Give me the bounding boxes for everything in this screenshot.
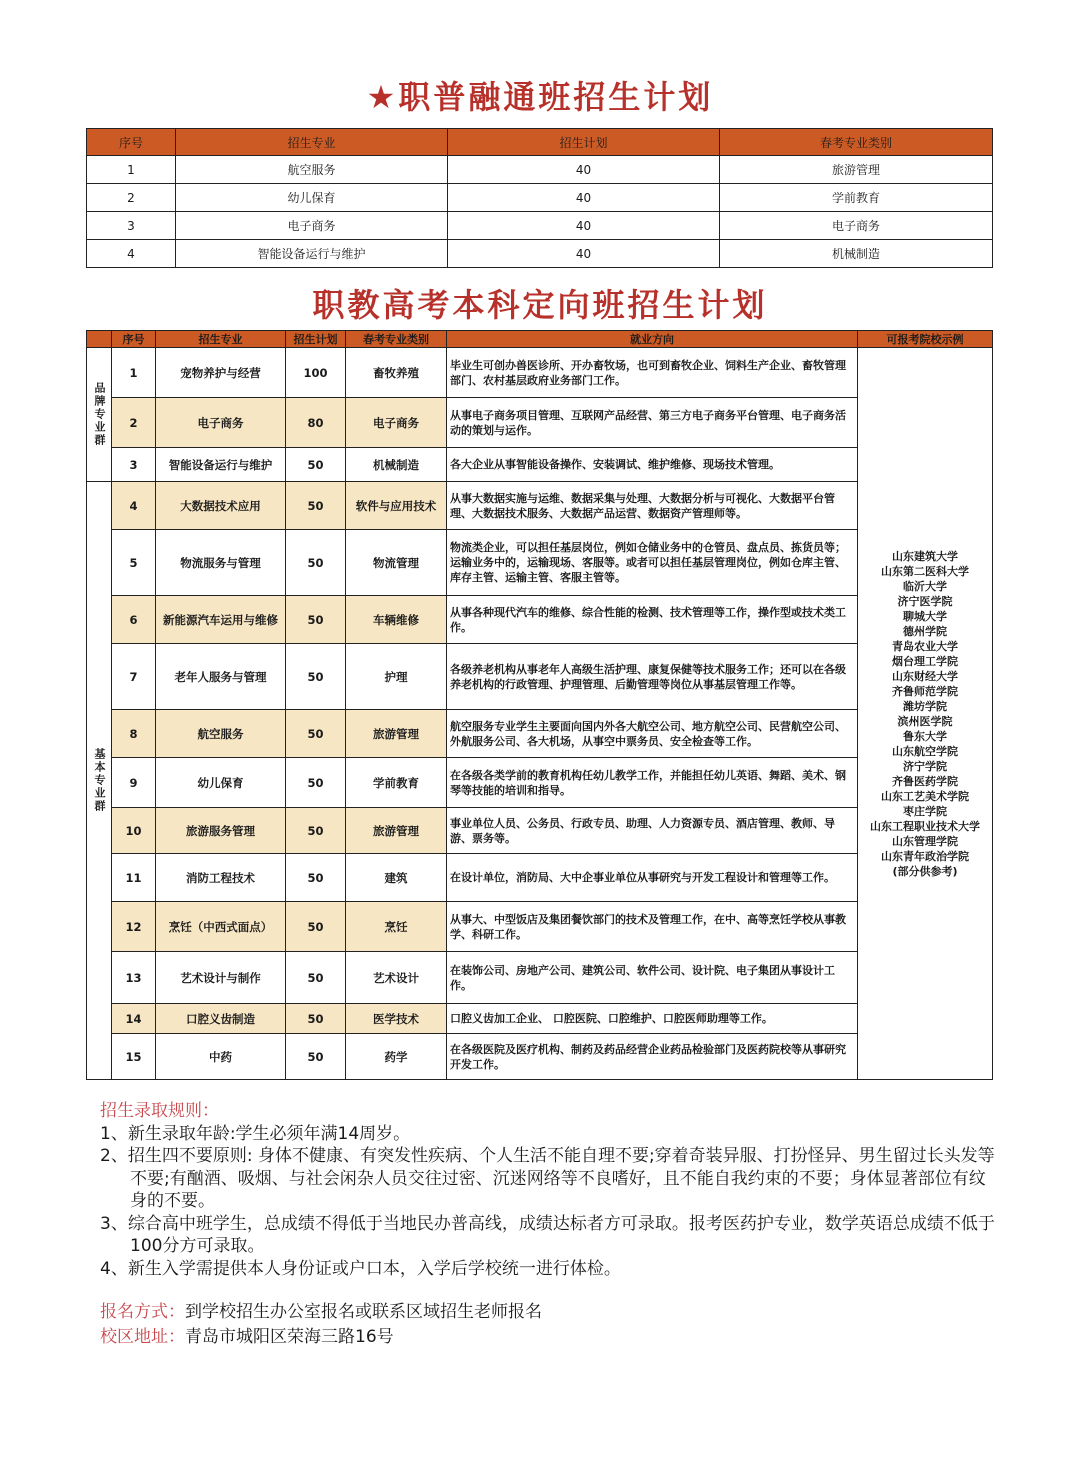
cell-plan: 50	[286, 530, 346, 596]
cell-no: 13	[112, 952, 156, 1004]
school-item: 齐鲁师范学院	[892, 684, 958, 698]
school-item: 济宁学院	[903, 759, 947, 773]
cell-major: 新能源汽车运用与维修	[156, 596, 286, 644]
header-schools: 可报考院校示例	[858, 331, 993, 348]
cell-no: 3	[87, 212, 176, 240]
cell-plan: 40	[448, 184, 720, 212]
cell-category: 旅游管理	[346, 808, 447, 854]
signup-label: 报名方式：	[100, 1302, 185, 1322]
rule-item: 1、新生录取年龄:学生必须年满14周岁。	[100, 1123, 411, 1144]
table-row	[87, 902, 993, 952]
cell-major: 大数据技术应用	[156, 482, 286, 530]
cell-no: 1	[87, 156, 176, 184]
admission-rules	[100, 1100, 1000, 1280]
cell-major: 航空服务	[176, 156, 448, 184]
signup-method	[100, 1297, 542, 1322]
cell-career: 各大企业从事智能设备操作、安装调试、维护维修、现场技术管理。	[447, 448, 858, 482]
cell-category: 建筑	[346, 854, 447, 902]
cell-career: 在各级各类学前的教育机构任幼儿教学工作，并能担任幼儿英语、舞蹈、美术、钢琴等技能的培训和指导。	[447, 758, 858, 808]
cell-category: 旅游管理	[720, 156, 993, 184]
school-item: 青岛农业大学	[892, 639, 958, 653]
cell-category: 学前教育	[346, 758, 447, 808]
cell-plan: 80	[286, 398, 346, 448]
table-row	[87, 854, 993, 902]
cell-no: 11	[112, 854, 156, 902]
header-no: 序号	[112, 331, 156, 348]
header-plan: 招生计划	[448, 129, 720, 156]
header-no: 序号	[87, 129, 176, 156]
school-item: 鲁东大学	[903, 729, 947, 743]
cell-career: 航空服务专业学生主要面向国内外各大航空公司、地方航空公司、民营航空公司、外航服务公司、各大机场，从事空中票务员、安全检查等工作。	[447, 710, 858, 758]
school-item: 山东建筑大学	[892, 549, 958, 563]
school-item: 烟台理工学院	[892, 654, 958, 668]
cell-plan: 40	[448, 212, 720, 240]
cell-no: 10	[112, 808, 156, 854]
cell-plan: 50	[286, 758, 346, 808]
cell-plan: 50	[286, 1034, 346, 1080]
rule-item: 2、招生四不要原则: 身体不健康、有突发性疾病、个人生活不能自理不要;穿着奇装异服、打扮怪异、男生留过长头发等不要;有酗酒、吸烟、与社会闲杂人员交往过密、沉迷网络等不良嗜好，且不能自我约束的不要；身体显著部位有纹身的不要。	[100, 1146, 995, 1211]
table-row	[87, 398, 993, 448]
cell-category: 药学	[346, 1034, 447, 1080]
cell-no: 2	[87, 184, 176, 212]
table-row	[87, 644, 993, 710]
cell-major: 航空服务	[156, 710, 286, 758]
header-major: 招生专业	[176, 129, 448, 156]
table-row	[87, 710, 993, 758]
school-item: 齐鲁医药学院	[892, 774, 958, 788]
plan-table-2	[86, 330, 993, 1080]
cell-plan: 50	[286, 596, 346, 644]
table-row	[87, 184, 993, 212]
cell-plan: 50	[286, 808, 346, 854]
rule-item: 4、新生入学需提供本人身份证或户口本，入学后学校统一进行体检。	[100, 1258, 621, 1279]
cell-career: 在设计单位，消防局、大中企事业单位从事研究与开发工程设计和管理等工作。	[447, 854, 858, 902]
title-vocational-general: ★职普融通班招生计划	[366, 78, 714, 116]
header-category: 春考专业类别	[346, 331, 447, 348]
cell-major: 中药	[156, 1034, 286, 1080]
cell-major: 口腔义齿制造	[156, 1004, 286, 1034]
cell-no: 8	[112, 710, 156, 758]
header-category: 春考专业类别	[720, 129, 993, 156]
cell-career: 在装饰公司、房地产公司、建筑公司、软件公司、设计院、电子集团从事设计工作。	[447, 952, 858, 1004]
table-row	[87, 596, 993, 644]
cell-plan: 50	[286, 902, 346, 952]
table-row	[87, 482, 993, 530]
cell-category: 医学技术	[346, 1004, 447, 1034]
table-header-row	[87, 129, 993, 156]
cell-major: 电子商务	[176, 212, 448, 240]
address-value: 青岛市城阳区荣海三路16号	[185, 1327, 394, 1347]
table-row	[87, 530, 993, 596]
group-label-basic: 基本专业群	[87, 482, 112, 1080]
school-item: 济宁医学院	[897, 594, 953, 608]
school-item: 枣庄学院	[903, 804, 947, 818]
cell-major: 幼儿保育	[156, 758, 286, 808]
school-item: 山东第二医科大学	[881, 564, 969, 578]
address-label: 校区地址：	[100, 1327, 185, 1347]
cell-no: 4	[87, 240, 176, 268]
cell-no: 2	[112, 398, 156, 448]
table-header-row	[87, 331, 993, 348]
cell-career: 从事大、中型饭店及集团餐饮部门的技术及管理工作，在中、高等烹饪学校从事教学、科研工作。	[447, 902, 858, 952]
cell-category: 护理	[346, 644, 447, 710]
cell-category: 旅游管理	[346, 710, 447, 758]
cell-category: 艺术设计	[346, 952, 447, 1004]
rule-item: 3、综合高中班学生，总成绩不得低于当地民办普高线，成绩达标者方可录取。报考医药护专业，数学英语总成绩不低于100分方可录取。	[100, 1213, 995, 1256]
cell-plan: 50	[286, 710, 346, 758]
cell-plan: 40	[448, 240, 720, 268]
header-career: 就业方向	[447, 331, 858, 348]
school-item: 山东工程职业技术大学	[870, 819, 980, 833]
cell-no: 6	[112, 596, 156, 644]
cell-no: 9	[112, 758, 156, 808]
cell-category: 电子商务	[346, 398, 447, 448]
school-item: 德州学院	[903, 624, 947, 638]
cell-no: 12	[112, 902, 156, 952]
table-row	[87, 212, 993, 240]
header-group	[87, 331, 112, 348]
table-row	[87, 348, 993, 398]
cell-major: 宠物养护与经营	[156, 348, 286, 398]
table-row	[87, 758, 993, 808]
signup-value: 到学校招生办公室报名或联系区域招生老师报名	[185, 1302, 542, 1322]
cell-no: 15	[112, 1034, 156, 1080]
school-item: 山东管理学院	[892, 834, 958, 848]
cell-category: 学前教育	[720, 184, 993, 212]
cell-major: 智能设备运行与维护	[176, 240, 448, 268]
cell-no: 7	[112, 644, 156, 710]
school-item: 聊城大学	[903, 609, 947, 623]
cell-category: 物流管理	[346, 530, 447, 596]
cell-career: 在各级医院及医疗机构、制药及药品经营企业药品检验部门及医药院校等从事研究开发工作。	[447, 1034, 858, 1080]
cell-no: 3	[112, 448, 156, 482]
cell-major: 智能设备运行与维护	[156, 448, 286, 482]
cell-career: 事业单位人员、公务员、行政专员、助理、人力资源专员、酒店管理、教师、导游、票务等。	[447, 808, 858, 854]
rules-heading: 招生录取规则：	[100, 1101, 219, 1121]
cell-career: 从事各种现代汽车的维修、综合性能的检测、技术管理等工作，操作型或技术类工作。	[447, 596, 858, 644]
cell-no: 5	[112, 530, 156, 596]
cell-category: 机械制造	[346, 448, 447, 482]
cell-career: 各级养老机构从事老年人高级生活护理、康复保健等技术服务工作；还可以在各级养老机构的行政管理、护理管理、后勤管理等岗位从事基层管理工作等。	[447, 644, 858, 710]
cell-plan: 50	[286, 952, 346, 1004]
cell-major: 艺术设计与制作	[156, 952, 286, 1004]
cell-category: 软件与应用技术	[346, 482, 447, 530]
table-row	[87, 448, 993, 482]
title-undergrad-directed: 职教高考本科定向班招生计划	[312, 286, 768, 324]
cell-major: 老年人服务与管理	[156, 644, 286, 710]
cell-major: 电子商务	[156, 398, 286, 448]
cell-career: 从事大数据实施与运维、数据采集与处理、大数据分析与可视化、大数据平台管理、大数据技术服务、大数据产品运营、数据资产管理师等。	[447, 482, 858, 530]
cell-major: 旅游服务管理	[156, 808, 286, 854]
campus-address	[100, 1322, 394, 1347]
cell-major: 消防工程技术	[156, 854, 286, 902]
school-item: 山东航空学院	[892, 744, 958, 758]
cell-category: 车辆维修	[346, 596, 447, 644]
cell-plan: 100	[286, 348, 346, 398]
cell-plan: 50	[286, 482, 346, 530]
table-row	[87, 156, 993, 184]
table-row	[87, 808, 993, 854]
cell-no: 1	[112, 348, 156, 398]
table-row	[87, 1004, 993, 1034]
school-item: 山东青年政治学院	[881, 849, 969, 863]
schools-list	[858, 348, 993, 1080]
cell-plan: 50	[286, 854, 346, 902]
plan-table-1	[86, 128, 993, 268]
school-item: (部分供参考)	[892, 864, 958, 878]
cell-plan: 50	[286, 1004, 346, 1034]
cell-category: 畜牧养殖	[346, 348, 447, 398]
cell-category: 电子商务	[720, 212, 993, 240]
table-row	[87, 240, 993, 268]
cell-career: 从事电子商务项目管理、互联网产品经营、第三方电子商务平台管理、电子商务活动的策划与运作。	[447, 398, 858, 448]
cell-category: 烹饪	[346, 902, 447, 952]
school-item: 临沂大学	[903, 579, 947, 593]
cell-career: 口腔义齿加工企业、 口腔医院、口腔维护、口腔医师助理等工作。	[447, 1004, 858, 1034]
cell-category: 机械制造	[720, 240, 993, 268]
cell-major: 幼儿保育	[176, 184, 448, 212]
table-row	[87, 952, 993, 1004]
school-item: 滨州医学院	[897, 714, 953, 728]
cell-no: 4	[112, 482, 156, 530]
header-plan: 招生计划	[286, 331, 346, 348]
header-major: 招生专业	[156, 331, 286, 348]
group-label-brand: 品牌专业群	[87, 348, 112, 482]
school-item: 山东工艺美术学院	[881, 789, 969, 803]
cell-career: 物流类企业，可以担任基层岗位，例如仓储业务中的仓管员、盘点员、拣货员等；运输业务中的，运输现场、客服等。或者可以担任基层管理岗位，例如仓库主管、库存主管、运输主管、客服主管等。	[447, 530, 858, 596]
cell-career: 毕业生可创办兽医诊所、开办畜牧场，也可到畜牧企业、饲料生产企业、畜牧管理部门、农村基层政府业务部门工作。	[447, 348, 858, 398]
school-item: 山东财经大学	[892, 669, 958, 683]
school-item: 潍坊学院	[903, 699, 947, 713]
table-row	[87, 1034, 993, 1080]
cell-plan: 50	[286, 448, 346, 482]
cell-plan: 50	[286, 644, 346, 710]
cell-major: 烹饪（中西式面点）	[156, 902, 286, 952]
cell-no: 14	[112, 1004, 156, 1034]
cell-major: 物流服务与管理	[156, 530, 286, 596]
cell-plan: 40	[448, 156, 720, 184]
